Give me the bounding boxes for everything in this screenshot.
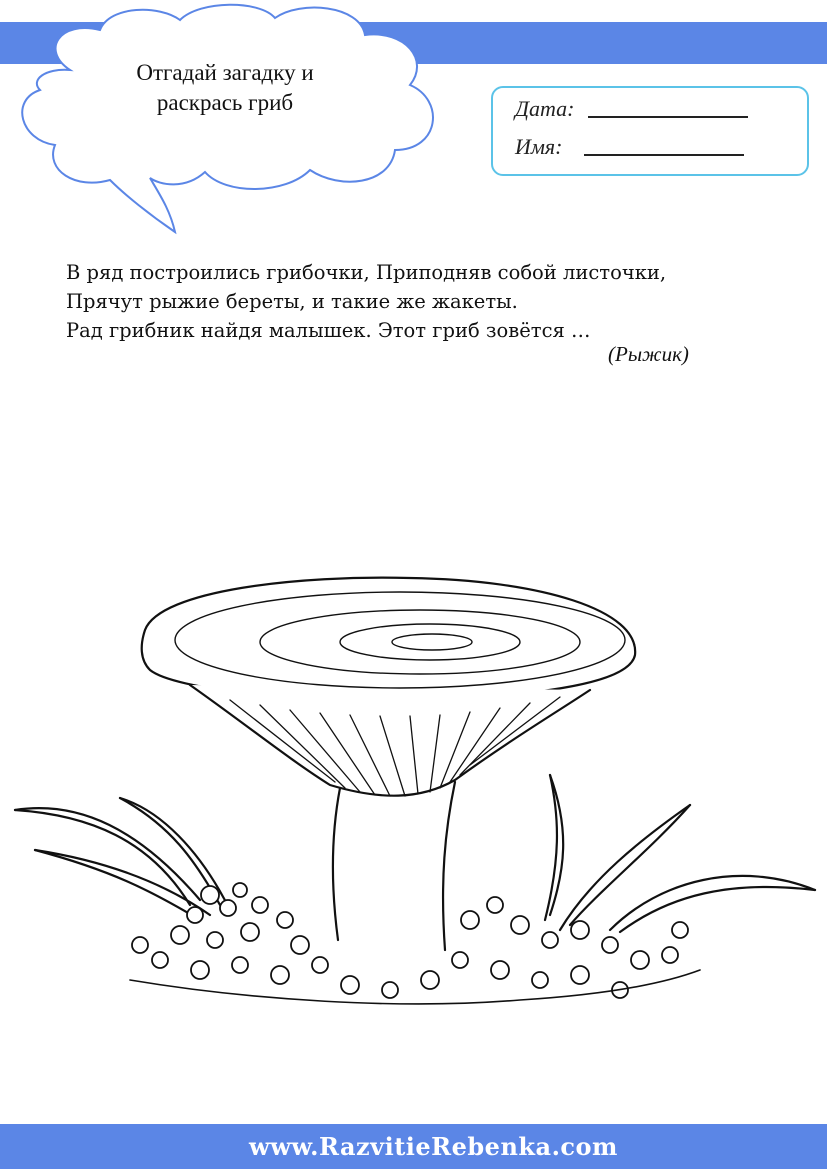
mushroom-coloring-icon (0, 560, 827, 1040)
date-name-box (491, 86, 809, 176)
riddle-line-3: Рад грибник найдя малышек. Этот гриб зовётся … (66, 319, 591, 342)
riddle-line-1: В ряд построились грибочки, Приподняв собой листочки, (66, 261, 667, 284)
cloud-bubble (0, 0, 460, 240)
riddle-line-2: Прячут рыжие береты, и такие же жакеты. (66, 290, 518, 313)
date-label: Дата: (515, 96, 575, 121)
cloud-title-line1: Отгадай загадку и (136, 60, 314, 85)
riddle-text (66, 258, 786, 345)
name-field[interactable] (584, 154, 744, 156)
footer-banner (0, 1124, 827, 1169)
name-row (515, 134, 744, 160)
cloud-title-line2: раскрась гриб (156, 90, 294, 115)
date-field[interactable] (588, 116, 748, 118)
cloud-title (90, 58, 360, 118)
name-label: Имя: (515, 134, 563, 159)
footer-url-link[interactable]: www.RazvitieRebenka.com (249, 1132, 618, 1161)
date-row (515, 96, 748, 122)
riddle-answer: (Рыжик) (608, 342, 689, 366)
